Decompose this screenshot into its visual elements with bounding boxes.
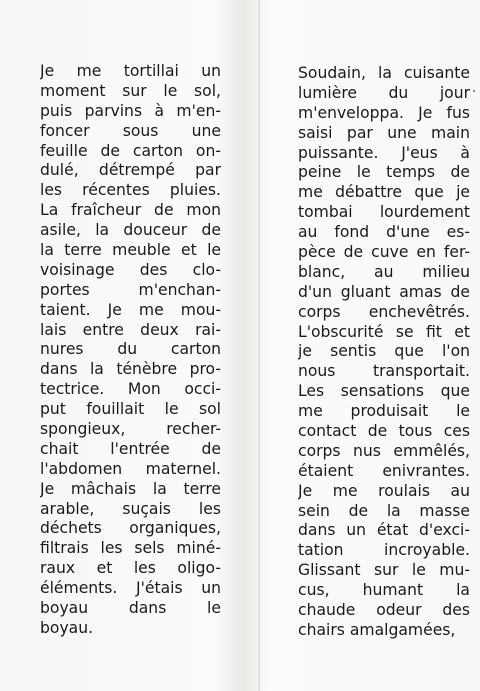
text-line: La fraîcheur de mon	[40, 201, 221, 220]
text-line: peine le temps de	[298, 163, 470, 182]
text-line: au fond d'une es-	[298, 223, 470, 242]
text-line: puis parvins à m'en-	[40, 101, 221, 120]
right-page	[260, 0, 480, 691]
text-line: me produisait le	[298, 402, 470, 421]
text-line: chait l'entrée de	[40, 439, 221, 458]
text-line: les récentes pluies.	[40, 181, 221, 200]
text-line: portes m'enchan-	[40, 280, 221, 299]
text-line: étaient enivrantes.	[298, 461, 470, 480]
text-line: arable, suçais les	[40, 499, 221, 518]
text-line: cus, humant la	[298, 581, 470, 600]
paper-speck	[473, 90, 475, 92]
text-line: chairs amalgamées,	[298, 620, 456, 639]
text-line: asile, la douceur de	[40, 221, 221, 240]
text-line: Je me tortillai un	[40, 62, 221, 80]
text-line: feuille de carton on-	[40, 141, 221, 160]
text-line: puissante. J'eus à	[298, 143, 470, 162]
text-line: lumière du jour	[298, 83, 470, 102]
text-line: Je me roulais au	[298, 481, 470, 500]
text-line: Je mâchais la terre	[40, 479, 221, 498]
text-line: tectrice. Mon occi-	[40, 380, 221, 399]
text-line: moment sur le sol,	[40, 81, 221, 100]
text-line: tation incroyable.	[298, 541, 470, 560]
text-line: boyau.	[40, 618, 94, 637]
text-line: spongieux, recher-	[40, 420, 221, 439]
text-line: dans la ténèbre pro-	[40, 360, 221, 379]
text-line: me débattre que je	[298, 183, 470, 202]
text-line: m'enveloppa. Je fus	[298, 103, 470, 122]
text-line: raux et les oligo-	[40, 559, 221, 578]
text-line: nures du carton	[40, 340, 221, 359]
text-line: lais entre deux rai-	[40, 320, 221, 339]
text-line: pèce de cuve en fer-	[298, 243, 470, 262]
text-line: tombai lourdement	[298, 203, 470, 222]
text-line: boyau dans le	[40, 599, 221, 618]
text-line: taient. Je me mou-	[40, 300, 221, 319]
text-line: put fouillait le sol	[40, 400, 221, 419]
text-line: nous transportait.	[298, 362, 470, 381]
text-line: je sentis que l'on	[298, 342, 470, 361]
text-line: Soudain, la cuisante	[298, 64, 470, 82]
left-text-column	[40, 62, 221, 639]
text-line: la terre meuble et le	[40, 241, 221, 260]
text-line: Les sensations que	[298, 382, 470, 401]
text-line: corps nus emmêlés,	[298, 441, 470, 460]
text-line: blanc, au milieu	[298, 262, 470, 281]
text-line: sein de la masse	[298, 501, 470, 520]
text-line: déchets organiques,	[40, 519, 221, 538]
text-line: contact de tous ces	[298, 422, 470, 441]
text-line: filtrais les sels miné-	[40, 539, 221, 558]
text-line: chaude odeur des	[298, 601, 470, 620]
text-line: saisi par une main	[298, 123, 470, 142]
text-line: d'un gluant amas de	[298, 282, 470, 301]
text-line: dulé, détrempé par	[40, 161, 221, 180]
text-line: corps enchevêtrés.	[298, 302, 470, 321]
text-line: L'obscurité se fit et	[298, 322, 470, 341]
text-line: voisinage des clo-	[40, 260, 221, 279]
text-line: l'abdomen maternel.	[40, 459, 221, 478]
text-line: dans un état d'exci-	[298, 521, 470, 540]
text-line: éléments. J'étais un	[40, 579, 221, 598]
text-line: foncer sous une	[40, 121, 221, 140]
right-text-column	[298, 64, 470, 641]
text-line: Glissant sur le mu-	[298, 561, 470, 580]
